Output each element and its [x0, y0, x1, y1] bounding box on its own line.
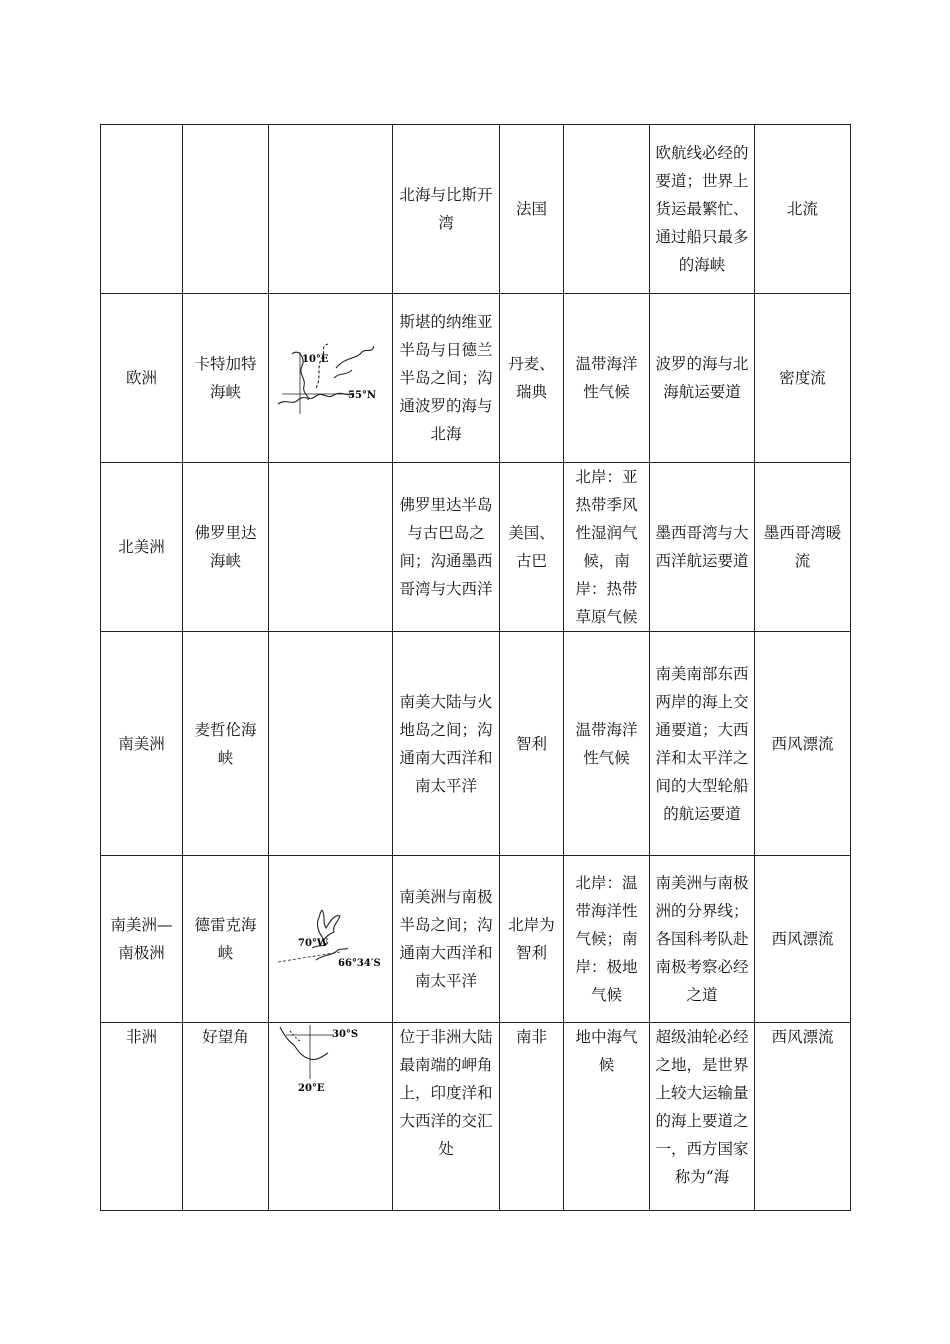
- table-row: [101, 632, 851, 856]
- map-cell: [269, 463, 393, 632]
- continent-cell: 北美洲: [101, 463, 183, 632]
- strait-name-cell: [183, 125, 269, 294]
- drake-passage-map-icon: [276, 904, 386, 974]
- climate-cell: 温带海洋性气候: [564, 632, 650, 856]
- continent-cell: 南美洲: [101, 632, 183, 856]
- longitude-label: 20°E: [297, 1083, 325, 1093]
- climate-cell: 温带海洋性气候: [564, 294, 650, 463]
- strait-name-cell: 佛罗里达海峡: [183, 463, 269, 632]
- longitude-label: 70°W: [297, 938, 328, 949]
- current-cell: 西风漂流: [755, 1023, 851, 1211]
- map-cell: [269, 1023, 393, 1211]
- strait-name-cell: 卡特加特海峡: [183, 294, 269, 463]
- climate-cell: 北岸：亚热带季风性湿润气候，南岸：热带草原气候: [564, 463, 650, 632]
- location-cell: 位于非洲大陆最南端的岬角上，印度洋和大西洋的交汇处: [393, 1023, 500, 1211]
- countries-cell: 南非: [500, 1023, 564, 1211]
- continent-cell: 欧洲: [101, 294, 183, 463]
- significance-cell: 南美洲与南极洲的分界线；各国科考队赴南极考察必经之道: [650, 856, 755, 1023]
- location-cell: 南美洲与南极半岛之间；沟通南大西洋和南太平洋: [393, 856, 500, 1023]
- current-cell: 北流: [755, 125, 851, 294]
- kattegat-map-icon: [276, 338, 386, 418]
- climate-cell: 地中海气候: [564, 1023, 650, 1211]
- table-row: [101, 294, 851, 463]
- significance-cell: 欧航线必经的要道；世界上货运最繁忙、通过船只最多的海峡: [650, 125, 755, 294]
- location-cell: 斯堪的纳维亚半岛与日德兰半岛之间；沟通波罗的海与北海: [393, 294, 500, 463]
- significance-cell: 超级油轮必经之地，是世界上较大运输量的海上要道之一，西方国家称为“海: [650, 1023, 755, 1211]
- straits-table: [100, 124, 851, 1211]
- longitude-label: 10°E: [301, 354, 329, 365]
- latitude-label: 55°N: [347, 390, 376, 401]
- map-cell: [269, 632, 393, 856]
- strait-name-cell: 德雷克海峡: [183, 856, 269, 1023]
- current-cell: 墨西哥湾暖流: [755, 463, 851, 632]
- location-cell: 佛罗里达半岛与古巴岛之间；沟通墨西哥湾与大西洋: [393, 463, 500, 632]
- countries-cell: 智利: [500, 632, 564, 856]
- map-cell: [269, 856, 393, 1023]
- current-cell: 西风漂流: [755, 632, 851, 856]
- continent-cell: 南美洲—南极洲: [101, 856, 183, 1023]
- cape-of-good-hope-map-icon: [276, 1023, 386, 1093]
- climate-cell: 北岸：温带海洋性气候；南岸：极地气候: [564, 856, 650, 1023]
- continent-cell: 非洲: [101, 1023, 183, 1211]
- continent-cell: [101, 125, 183, 294]
- table-row: [101, 1023, 851, 1211]
- current-cell: 西风漂流: [755, 856, 851, 1023]
- strait-name-cell: 麦哲伦海峡: [183, 632, 269, 856]
- countries-cell: 丹麦、瑞典: [500, 294, 564, 463]
- countries-cell: 美国、古巴: [500, 463, 564, 632]
- table-row: [101, 125, 851, 294]
- current-cell: 密度流: [755, 294, 851, 463]
- table-row: [101, 856, 851, 1023]
- latitude-label: 30°S: [331, 1029, 358, 1040]
- map-cell: [269, 294, 393, 463]
- climate-cell: [564, 125, 650, 294]
- table-row: [101, 463, 851, 632]
- strait-name-cell: 好望角: [183, 1023, 269, 1211]
- map-cell: [269, 125, 393, 294]
- location-cell: 南美大陆与火地岛之间；沟通南大西洋和南太平洋: [393, 632, 500, 856]
- significance-cell: 波罗的海与北海航运要道: [650, 294, 755, 463]
- latitude-label: 66°34′S: [337, 958, 381, 969]
- location-cell: 北海与比斯开湾: [393, 125, 500, 294]
- significance-cell: 南美南部东西两岸的海上交通要道；大西洋和太平洋之间的大型轮船的航运要道: [650, 632, 755, 856]
- countries-cell: 法国: [500, 125, 564, 294]
- countries-cell: 北岸为智利: [500, 856, 564, 1023]
- significance-cell: 墨西哥湾与大西洋航运要道: [650, 463, 755, 632]
